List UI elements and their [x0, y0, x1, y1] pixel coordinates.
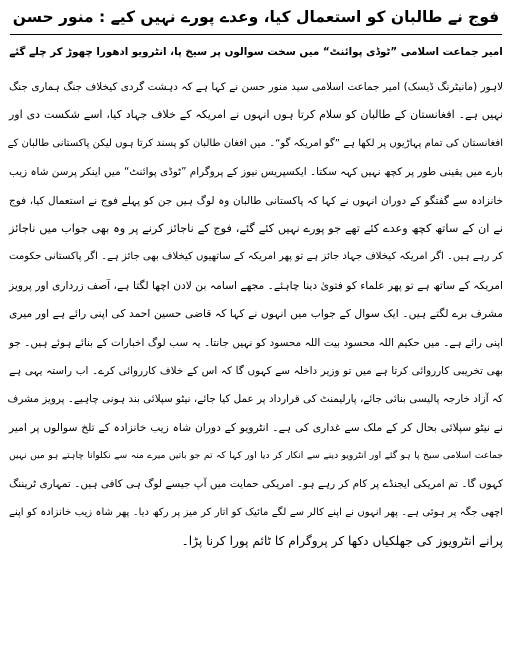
body-line-last: پرانے انٹرویوز کی جھلکیاں دکھا کر پروگرام کا ٹائم پورا کرنا پڑا۔	[181, 534, 503, 549]
body-line: افغانستان کی تمام پہاڑیوں پر لکھا ہے ”گو امریکہ گو“۔ میں افغان طالبان کو پسند کرتا ہوں لیکن پاکستانی طالبان کے	[8, 137, 503, 149]
body-line: کہوں گا۔ تم امریکی ایجنڈے پر کام کر رہے ہو۔ امریکی حمایت میں آپ جیسے لوگ ہی کافی ہیں۔ تمہاری ٹریننگ	[9, 478, 503, 491]
body-line: مشرف برے لگتے ہیں۔ ایک سوال کے جواب میں انہوں نے کہا کہ قاضی حسین احمد کی اپنی رائے ہے اور میری	[9, 307, 503, 321]
body-line: کہ آزاد خارجہ پالیسی بنائی جائے، پارلیمنٹ کی قرارداد پر عمل کیا جائے، نیٹو سپلائی بند ہونی چاہیے۔ پرویز مشرف	[8, 393, 503, 406]
body-line: نہیں ہے۔ افغانستان کے طالبان کو سلام کرتا ہوں انہوں نے امریکہ کے خلاف جہاد کیا، اسے شکست دی اور	[9, 108, 503, 122]
body-line: اچھی جگہ پر ہوئی ہے۔ پھر انہوں نے اپنے کالر سے لگے مائیک کو اتار کر میز پر رکھ دیا۔ پھر شاہ زیب خانزادہ کو اپنے	[9, 506, 503, 518]
headline: فوج نے طالبان کو استعمال کیا، وعدے پورے نہیں کیے : منور حسن	[12, 8, 500, 26]
body-line: بارے میں یقینی طور پر کچھ نہیں کہہ سکتا۔ ایکسپریس نیوز کے پروگرام ”ٹوڈی پوائنٹ“ میں اینکر پرسن شاہ زیب	[9, 166, 503, 179]
article-body	[8, 73, 504, 556]
body-line: کر رہے ہیں۔ اگر امریکہ کیخلاف جہاد جائز ہے تو پھر امریکہ کے ساتھیوں کیخلاف بھی جائز ہے۔ اگر پاکستانی حکومت	[9, 251, 503, 263]
body-line: جماعت اسلامی سیخ پا ہو گئے اور انٹرویو دینے سے انکار کر دیا اور کہا کہ تم جو باتیں میرے منہ سے نکلوانا چاہتے ہو میں نہیں	[9, 450, 503, 462]
body-line: بھی تخریبی کارروائی کرتا ہے میں تو وزیر داخلہ سے کہوں گا کہ اس کے خلاف کارروائی کرے۔ اب راستہ یہی ہے	[9, 364, 503, 377]
headline-divider	[10, 34, 502, 35]
body-line: خانزادہ سے گفتگو کے دوران انہوں نے کہا کہ پاکستانی طالبان وہ لوگ ہیں جن کو پہلے فوج نے استعمال کیا، فوج	[9, 194, 503, 207]
subheadline: امیر جماعت اسلامی ”ٹوڈی پوائنٹ“ میں سخت سوالوں پر سیخ پا، انٹرویو ادھورا چھوڑ کر چلے گئے	[9, 46, 503, 58]
body-line: امریکہ کے ساتھ ہے تو پھر علماء کو فتویٰ دینا چاہئے۔ مجھے اسامہ بن لادن اچھا لگتا ہے، آصف زرداری اور پرویز	[9, 278, 503, 292]
body-line: اپنی رائے ہے۔ میں حکیم اللہ محسود بیت اللہ محسود کو نہیں جانتا۔ یہ سب لوگ اخبارات کے بنائے ہوئے ہیں۔ جو	[9, 336, 503, 349]
body-line: لاہور (مانیٹرنگ ڈیسک) امیر جماعت اسلامی سید منور حسن نے کہا ہے کہ دہشت گردی کیخلاف جنگ ہماری جنگ	[9, 81, 503, 93]
body-line: نے نیٹو سپلائی بحال کر کے ملک سے غداری کی ہے۔ انٹرویو کے دوران شاہ زیب خانزادہ کے تلخ سوالوں پر امیر	[9, 420, 503, 434]
body-line: نے ان کے ساتھ کچھ وعدے کئے تھے جو پورے نہیں کئے گئے، فوج کے ناجائز کرنے پر وہ بھی جواب میں ناجائز	[9, 221, 503, 235]
